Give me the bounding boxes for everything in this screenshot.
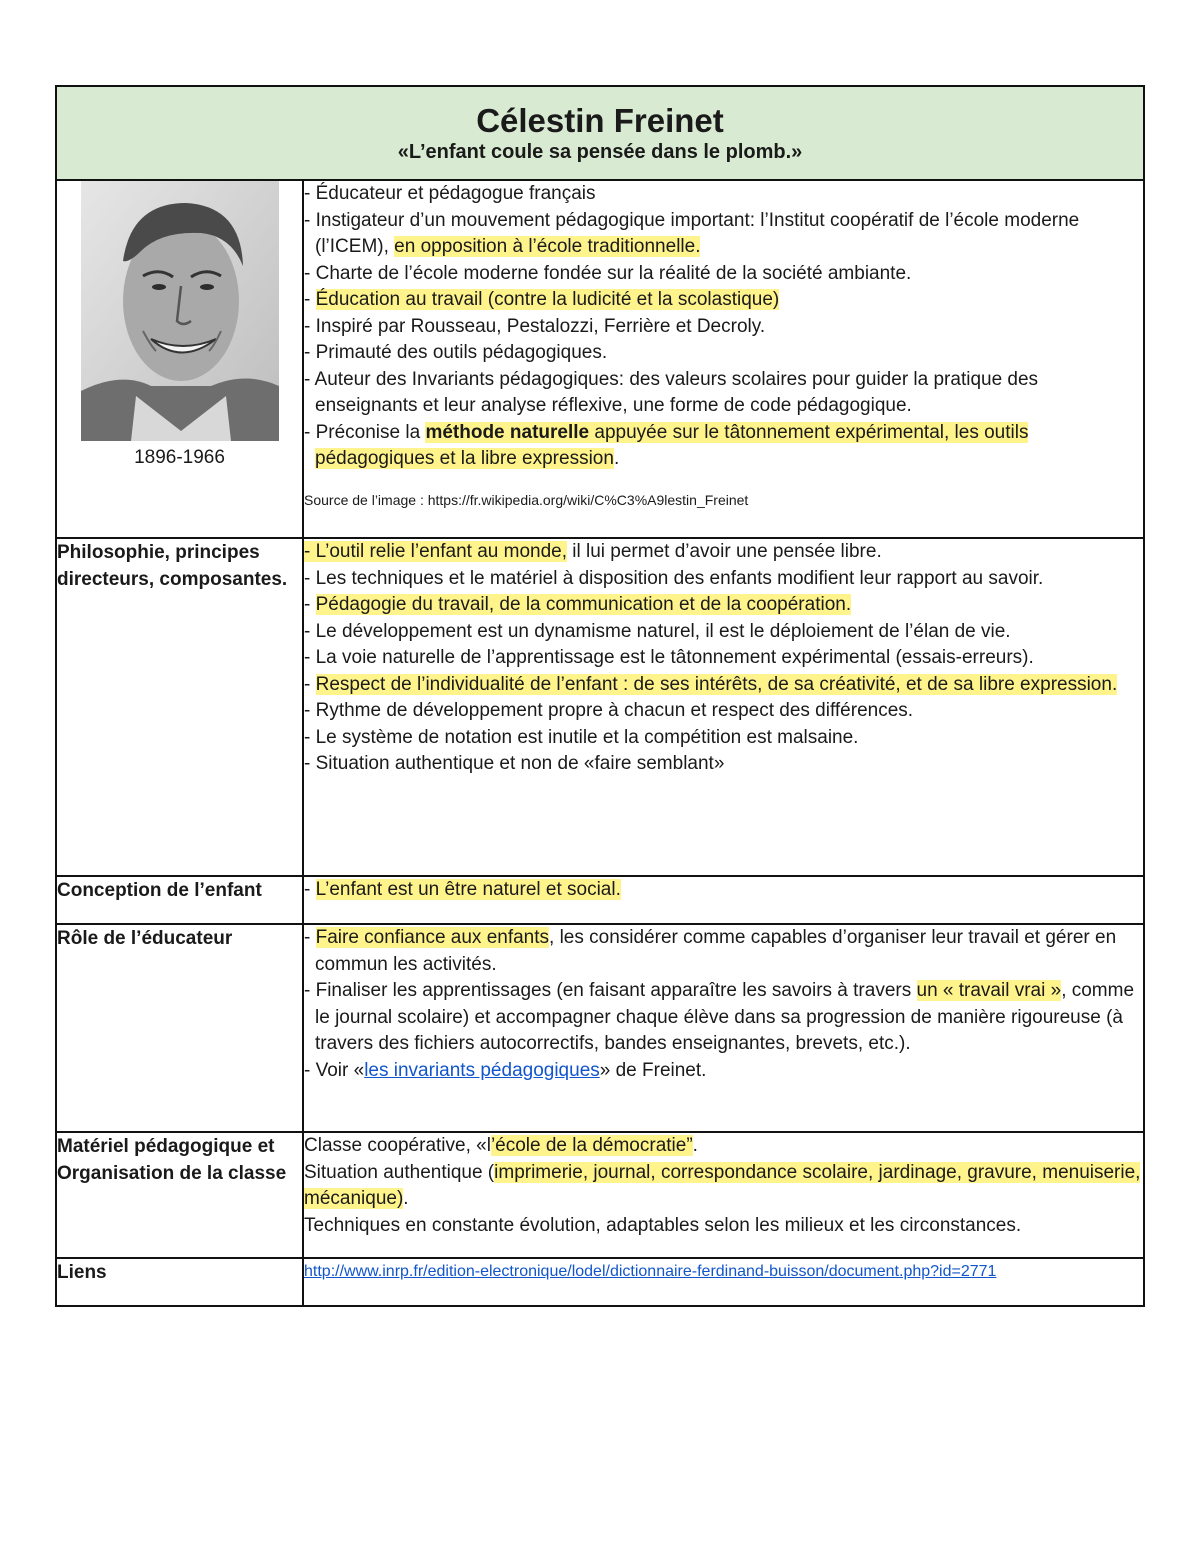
materiel-content [303,1132,1144,1258]
item-text: il lui permet d’avoir une pensée libre. [567,541,882,562]
highlighted-bold-text: méthode naturelle [425,421,590,443]
intro-line: - Inspiré par Rousseau, Pestalozzi, Ferrière et Decroly. [304,315,766,337]
item-text: , comme le journal scolaire) et accompagner chaque élève dans sa progression de manière rigoureuse (à travers des fichiers autocorrectifs, bandes enseignantes, brevets, etc.). [315,980,1135,1054]
list-item [304,925,1143,978]
materiel-row [56,1132,1144,1258]
intro-line: - Éducateur et pédagogue français [304,183,596,204]
conception-label: Conception de l’enfant [56,876,303,924]
liens-content [303,1258,1144,1306]
highlighted-text: imprimerie, journal, correspondance scolaire, jardinage, gravure, menuiserie, mécanique) [304,1161,1141,1209]
item-text: - [304,594,316,615]
list-item [304,672,1143,699]
image-source: Source de l’image : https://fr.wikipedia.org/wiki/C%C3%A9lestin_Freinet [304,491,749,508]
item-text: Classe coopérative, «l [304,1135,491,1156]
highlighted-text: Respect de l’individualité de l’enfant : de ses intérêts, de sa créativité, et de sa libre expression. [315,673,1118,695]
intro-line: - Primauté des outils pédagogiques. [304,342,608,363]
page-title: Célestin Freinet [476,102,724,139]
role-content [303,924,1144,1132]
list-item [304,539,1143,566]
header-row [56,86,1144,180]
philosophy-row [56,538,1144,876]
item-text: . [692,1135,698,1156]
header-cell [56,86,1144,180]
list-item: - Les techniques et le matériel à disposition des enfants modifient leur rapport au savoir. [304,567,1044,589]
highlighted-text: Pédagogie du travail, de la communication et de la coopération. [315,594,852,615]
list-item [304,1058,1143,1085]
list-item [304,592,1143,619]
intro-line [304,208,1143,261]
photo-years: 1896-1966 [134,447,225,468]
item-text: - Voir « [304,1059,365,1081]
conception-row [56,876,1144,924]
portrait-photo [81,181,279,441]
reference-link[interactable]: http://www.inrp.fr/edition-electronique/lodel/dictionnaire-ferdinand-buisson/document.php?id=2771 [304,1263,997,1280]
page-quote: «L’enfant coule sa pensée dans le plomb.» [397,141,803,163]
item-text: - [304,673,316,695]
list-item [304,978,1143,1058]
role-row [56,924,1144,1132]
conception-content [303,876,1144,924]
invariants-link[interactable]: les invariants pédagogiques [364,1059,600,1081]
item-text: Situation authentique ( [304,1161,495,1183]
item-text: - Finaliser les apprentissages (en faisant apparaître les savoirs à travers [304,980,917,1001]
role-label: Rôle de l’éducateur [56,924,303,1132]
list-item [304,1133,1143,1160]
item-text: - [304,879,316,900]
highlighted-text: Éducation au travail (contre la ludicité et la scolastique) [315,289,780,310]
intro-text: - [304,289,316,310]
intro-content [303,180,1144,538]
philosophy-label: Philosophie, principes directeurs, composantes. [56,538,303,876]
list-item: - Rythme de développement propre à chacun et respect des différences. [304,700,914,721]
item-text: , les considérer comme capables d’organiser leur travail et gérer en commun les activités. [315,927,1117,975]
materiel-label: Matériel pédagogique et Organisation de la classe [56,1132,303,1258]
highlighted-text: - L’outil relie l’enfant au monde, [304,541,567,562]
highlighted-text: en opposition à l’école traditionnelle. [394,236,701,257]
highlighted-text: un « travail vrai » [916,980,1062,1001]
intro-line [304,420,1143,473]
list-item: - Le développement est un dynamisme naturel, il est le déploiement de l’élan de vie. [304,620,1011,642]
list-item: Techniques en constante évolution, adaptables selon les milieux et les circonstances. [304,1214,1022,1236]
intro-row [56,180,1144,538]
liens-row [56,1258,1144,1306]
photo-cell [56,180,303,538]
highlighted-text: appuyée sur le tâtonnement expérimental, les outils pédagogiques et la libre expression [315,421,1029,469]
highlighted-text: ’école de la démocratie” [490,1135,693,1156]
philosophy-content [303,538,1144,876]
highlighted-text: L’enfant est un être naturel et social. [315,879,621,900]
highlighted-text: Faire confiance aux enfants [315,927,550,948]
liens-label: Liens [56,1258,303,1306]
list-item: - Le système de notation est inutile et la compétition est malsaine. [304,726,859,748]
item-text: » de Freinet. [599,1059,707,1081]
intro-line: - Auteur des Invariants pédagogiques: des valeurs scolaires pour guider la pratique des enseignants et leur analyse réflexive, une forme de code pédagogique. [304,368,1039,416]
item-text: - [304,927,316,948]
list-item [304,877,1143,904]
intro-line [304,287,1143,314]
intro-text: - Instigateur d’un mouvement pédagogique important: l’Institut coopératif de l’école moderne (l’ICEM), [304,209,1080,257]
intro-line: - Charte de l’école moderne fondée sur la réalité de la société ambiante. [304,262,912,284]
list-item [304,1160,1143,1213]
list-item: - Situation authentique et non de «faire semblant» [304,753,725,774]
freinet-table [55,85,1145,1307]
item-text: . [403,1188,409,1209]
intro-text: . [613,448,620,469]
list-item: - La voie naturelle de l’apprentissage est le tâtonnement expérimental (essais-erreurs). [304,647,1034,668]
intro-text: - Préconise la [304,421,426,443]
